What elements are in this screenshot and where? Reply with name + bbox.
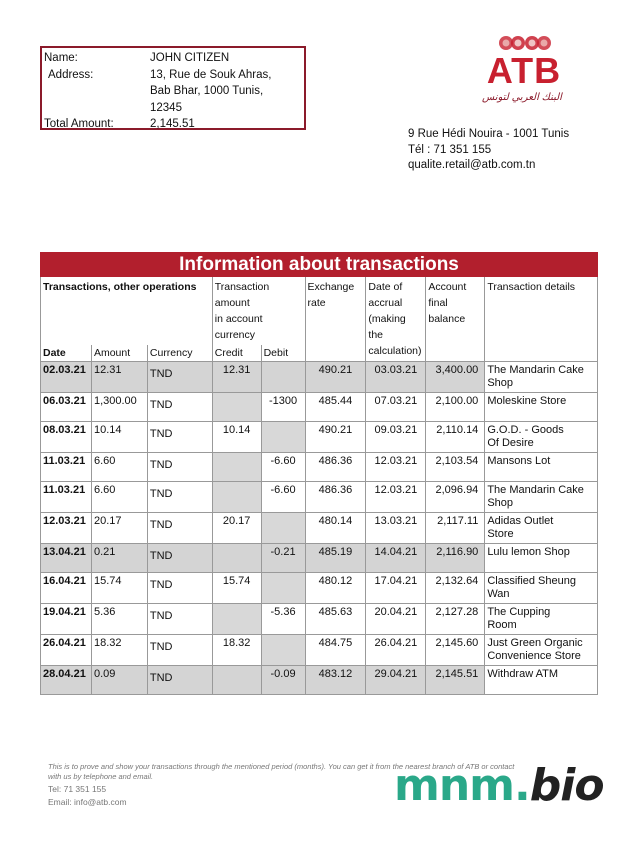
header-currency: Currency xyxy=(147,345,212,362)
cell-balance: 2,132.64 xyxy=(426,573,485,604)
cell-credit: 20.17 xyxy=(212,513,261,544)
cell-debit xyxy=(261,573,305,604)
cell-date: 08.03.21 xyxy=(41,422,92,453)
cell-transaction-details: The Cupping Room xyxy=(485,604,598,635)
cell-exchange-rate: 480.14 xyxy=(305,513,366,544)
table-row xyxy=(41,666,598,695)
logo-arabic-text: البنك العربي لتونس xyxy=(482,92,562,103)
cell-date: 06.03.21 xyxy=(41,393,92,422)
cell-amount: 1,300.00 xyxy=(91,393,147,422)
cell-date: 28.04.21 xyxy=(41,666,92,695)
cell-currency: TND xyxy=(147,393,212,422)
footer-contact xyxy=(48,783,127,809)
cell-date: 26.04.21 xyxy=(41,635,92,666)
header-exchange-rate: Exchange rate xyxy=(305,277,366,362)
cell-exchange-rate: 483.12 xyxy=(305,666,366,695)
cell-balance: 2,127.28 xyxy=(426,604,485,635)
cell-credit xyxy=(212,453,261,482)
cell-balance: 2,116.90 xyxy=(426,544,485,573)
name-label: Name: xyxy=(44,52,78,64)
cell-transaction-details: Mansons Lot xyxy=(485,453,598,482)
cell-exchange-rate: 484.75 xyxy=(305,635,366,666)
table-row xyxy=(41,513,598,544)
cell-balance: 2,110.14 xyxy=(426,422,485,453)
cell-transaction-details: Withdraw ATM xyxy=(485,666,598,695)
cell-credit xyxy=(212,482,261,513)
cell-transaction-details: The Mandarin Cake Shop xyxy=(485,482,598,513)
cell-currency: TND xyxy=(147,573,212,604)
cell-balance: 3,400.00 xyxy=(426,362,485,393)
cell-balance: 2,103.54 xyxy=(426,453,485,482)
table-row xyxy=(41,544,598,573)
cell-currency: TND xyxy=(147,513,212,544)
cell-credit: 18.32 xyxy=(212,635,261,666)
cell-date: 12.03.21 xyxy=(41,513,92,544)
cell-amount: 10.14 xyxy=(91,422,147,453)
header-amount: Amount xyxy=(91,345,147,362)
cell-transaction-details: Adidas Outlet Store xyxy=(485,513,598,544)
cell-date: 11.03.21 xyxy=(41,453,92,482)
footer-note: This is to prove and show your transactions through the mentioned period (months). You can get it from the nearest branch of ATB or contact with us by telephone and email. xyxy=(48,762,515,781)
cell-accrual-date: 14.04.21 xyxy=(366,544,426,573)
cell-debit: -0.21 xyxy=(261,544,305,573)
cell-debit: -1300 xyxy=(261,393,305,422)
client-name: JOHN CITIZEN xyxy=(150,52,230,64)
cell-accrual-date: 20.04.21 xyxy=(366,604,426,635)
cell-date: 16.04.21 xyxy=(41,573,92,604)
cell-currency: TND xyxy=(147,635,212,666)
table-row xyxy=(41,604,598,635)
cell-transaction-details: Classified Sheung Wan xyxy=(485,573,598,604)
cell-accrual-date: 29.04.21 xyxy=(366,666,426,695)
cell-exchange-rate: 490.21 xyxy=(305,422,366,453)
cell-credit: 15.74 xyxy=(212,573,261,604)
cell-debit xyxy=(261,513,305,544)
footer-email: Email: info@atb.com xyxy=(48,797,127,807)
cell-accrual-date: 26.04.21 xyxy=(366,635,426,666)
cell-credit: 12.31 xyxy=(212,362,261,393)
cell-debit xyxy=(261,635,305,666)
cell-transaction-details: The Mandarin Cake Shop xyxy=(485,362,598,393)
bank-phone: Tél : 71 351 155 xyxy=(408,143,492,156)
client-address-line-3: 12345 xyxy=(150,101,182,114)
cell-accrual-date: 12.03.21 xyxy=(366,482,426,513)
header-credit: Credit xyxy=(212,345,261,362)
cell-exchange-rate: 486.36 xyxy=(305,482,366,513)
table-row xyxy=(41,635,598,666)
watermark-part-1: mnm. xyxy=(394,760,530,811)
table-row xyxy=(41,573,598,604)
client-address-line-2: Bab Bhar, 1000 Tunis, xyxy=(150,85,264,97)
cell-balance: 2,117.11 xyxy=(426,513,485,544)
cell-currency: TND xyxy=(147,666,212,695)
bank-street: 9 Rue Hédi Nouira - 1001 Tunis xyxy=(408,128,570,140)
cell-credit xyxy=(212,666,261,695)
cell-balance: 2,096.94 xyxy=(426,482,485,513)
watermark-part-2: bio xyxy=(529,760,604,811)
cell-accrual-date: 09.03.21 xyxy=(366,422,426,453)
cell-amount: 18.32 xyxy=(91,635,147,666)
transactions-table xyxy=(40,252,598,695)
cell-date: 02.03.21 xyxy=(41,362,92,393)
cell-amount: 15.74 xyxy=(91,573,147,604)
cell-date: 11.03.21 xyxy=(41,482,92,513)
cell-amount: 12.31 xyxy=(91,362,147,393)
cell-transaction-details: Lulu lemon Shop xyxy=(485,544,598,573)
cell-currency: TND xyxy=(147,482,212,513)
table-title: Information about transactions xyxy=(41,253,598,277)
atb-logo xyxy=(472,30,572,110)
cell-currency: TND xyxy=(147,453,212,482)
cell-amount: 0.21 xyxy=(91,544,147,573)
cell-exchange-rate: 485.44 xyxy=(305,393,366,422)
cell-debit: -6.60 xyxy=(261,453,305,482)
header-transactions-group: Transactions, other operations xyxy=(41,277,213,346)
cell-exchange-rate: 480.12 xyxy=(305,573,366,604)
header-date-of-accrual: Date of accrual (making the calculation) xyxy=(366,277,426,362)
cell-balance: 2,145.60 xyxy=(426,635,485,666)
cell-accrual-date: 12.03.21 xyxy=(366,453,426,482)
cell-exchange-rate: 486.36 xyxy=(305,453,366,482)
address-label: Address: xyxy=(48,68,94,81)
total-amount: 2,145.51 xyxy=(150,118,195,130)
cell-debit: -6.60 xyxy=(261,482,305,513)
cell-transaction-details: G.O.D. - Goods Of Desire xyxy=(485,422,598,453)
cell-credit: 10.14 xyxy=(212,422,261,453)
cell-amount: 20.17 xyxy=(91,513,147,544)
cell-accrual-date: 03.03.21 xyxy=(366,362,426,393)
cell-debit: -0.09 xyxy=(261,666,305,695)
table-row xyxy=(41,393,598,422)
cell-amount: 6.60 xyxy=(91,453,147,482)
cell-credit xyxy=(212,393,261,422)
table-row xyxy=(41,453,598,482)
table-row xyxy=(41,482,598,513)
logo-text: ATB xyxy=(486,50,562,91)
bank-address xyxy=(408,127,569,174)
header-account-final-balance: Account final balance xyxy=(426,277,485,362)
cell-date: 19.04.21 xyxy=(41,604,92,635)
cell-currency: TND xyxy=(147,362,212,393)
cell-debit xyxy=(261,422,305,453)
cell-transaction-details: Just Green Organic Convenience Store xyxy=(485,635,598,666)
cell-amount: 5.36 xyxy=(91,604,147,635)
cell-credit xyxy=(212,544,261,573)
cell-date: 13.04.21 xyxy=(41,544,92,573)
cell-accrual-date: 07.03.21 xyxy=(366,393,426,422)
cell-currency: TND xyxy=(147,544,212,573)
cell-debit: -5.36 xyxy=(261,604,305,635)
cell-exchange-rate: 485.19 xyxy=(305,544,366,573)
header-date: Date xyxy=(41,345,92,362)
total-amount-label: Total Amount: xyxy=(44,118,114,130)
table-row xyxy=(41,362,598,393)
cell-credit xyxy=(212,604,261,635)
cell-exchange-rate: 485.63 xyxy=(305,604,366,635)
header-transaction-details: Transaction details xyxy=(485,277,598,362)
cell-amount: 0.09 xyxy=(91,666,147,695)
cell-currency: TND xyxy=(147,604,212,635)
cell-exchange-rate: 490.21 xyxy=(305,362,366,393)
cell-debit xyxy=(261,362,305,393)
header-transaction-amount: Transaction amount in account currency xyxy=(212,277,305,346)
cell-currency: TND xyxy=(147,422,212,453)
watermark xyxy=(394,760,604,811)
cell-accrual-date: 13.03.21 xyxy=(366,513,426,544)
cell-accrual-date: 17.04.21 xyxy=(366,573,426,604)
header-debit: Debit xyxy=(261,345,305,362)
bank-email: qualite.retail@atb.com.tn xyxy=(408,159,536,171)
cell-transaction-details: Moleskine Store xyxy=(485,393,598,422)
client-address-line-1: 13, Rue de Souk Ahras, xyxy=(150,68,272,81)
cell-amount: 6.60 xyxy=(91,482,147,513)
cell-balance: 2,145.51 xyxy=(426,666,485,695)
cell-balance: 2,100.00 xyxy=(426,393,485,422)
client-info-box xyxy=(40,46,306,130)
footer-tel: Tel: 71 351 155 xyxy=(48,784,107,794)
table-row xyxy=(41,422,598,453)
